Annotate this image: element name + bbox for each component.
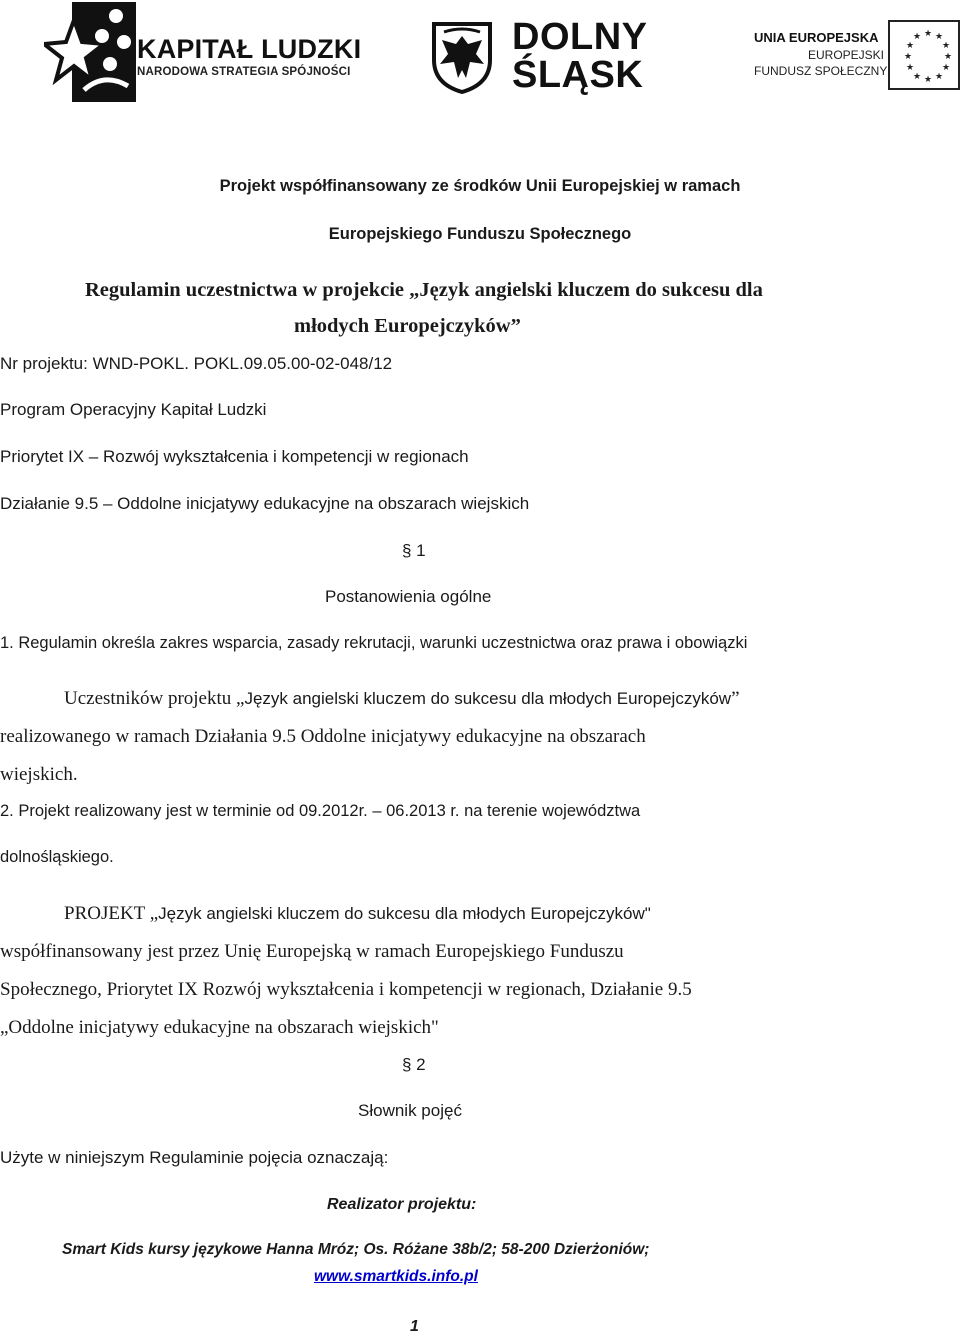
paragraph2-line1: 2. Projekt realizowany jest w terminie od 09.2012r. – 06.2013 r. na terenie województwa — [0, 802, 641, 820]
paragraph1-line1: 1. Regulamin określa zakres wsparcia, zasady rekrutacji, warunki uczestnictwa oraz prawa i obowiązki — [0, 634, 748, 652]
eu-logo — [752, 20, 960, 90]
footer-label: Realizator projektu: — [327, 1196, 477, 1213]
eu-line1: UNIA EUROPEJSKA — [754, 30, 879, 45]
footer-website-link[interactable]: www.smartkids.info.pl — [314, 1268, 478, 1285]
svg-text:★: ★ — [943, 52, 953, 62]
svg-text:★: ★ — [923, 29, 933, 39]
eu-flag-icon — [888, 20, 960, 90]
section2-title: Słownik pojęć — [358, 1101, 462, 1120]
page-number: 1 — [410, 1318, 419, 1335]
title-line2: młodych Europejczyków” — [294, 315, 521, 337]
eu-line2: EUROPEJSKI — [808, 48, 885, 62]
section2-number: § 2 — [402, 1055, 426, 1074]
paragraph3-line2: współfinansowany jest przez Unię Europejską w ramach Europejskiego Funduszu — [0, 941, 624, 962]
paragraph1-line2-end: ” — [731, 688, 740, 709]
dolny-slask-line1: DOLNY — [512, 16, 648, 58]
kapital-ludzki-title: KAPITAŁ LUDZKI — [137, 34, 362, 64]
svg-text:★: ★ — [912, 32, 922, 42]
section1-title: Postanowienia ogólne — [325, 587, 492, 606]
paragraph1-line3: realizowanego w ramach Działania 9.5 Oddolne inicjatywy edukacyjne na obszarach — [0, 726, 646, 747]
paragraph1-line2-serif: Uczestników projektu „ — [64, 688, 245, 709]
svg-text:★: ★ — [912, 72, 922, 82]
paragraph2-line2: dolnośląskiego. — [0, 848, 114, 866]
kapital-ludzki-emblem-icon — [44, 2, 136, 102]
kapital-ludzki-logo — [44, 0, 374, 104]
svg-text:★: ★ — [905, 41, 915, 51]
svg-text:★: ★ — [905, 63, 915, 73]
paragraph3-line4: „Oddolne inicjatywy edukacyjne na obszarach wiejskich" — [0, 1017, 439, 1038]
terms-intro: Użyte w niniejszym Regulaminie pojęcia oznaczają: — [0, 1148, 389, 1167]
svg-text:★: ★ — [903, 52, 913, 62]
paragraph3-line1-title: Język angielski kluczem do sukcesu dla młodych Europejczyków" — [158, 904, 651, 923]
svg-text:★: ★ — [941, 41, 951, 51]
footer-company: Smart Kids kursy językowe Hanna Mróz; Os. Różane 38b/2; 58-200 Dzierżoniów; — [62, 1241, 650, 1258]
eagle-shield-icon — [430, 20, 494, 94]
paragraph3-line1-serif: PROJEKT „ — [64, 903, 159, 924]
dolny-slask-logo — [430, 18, 660, 98]
kapital-ludzki-subtitle: NARODOWA STRATEGIA SPÓJNOŚCI — [137, 66, 351, 78]
program-name: Program Operacyjny Kapitał Ludzki — [0, 400, 267, 419]
priority: Priorytet IX – Rozwój wykształcenia i kompetencji w regionach — [0, 447, 469, 466]
eu-line3: FUNDUSZ SPOŁECZNY — [754, 64, 888, 78]
paragraph1-line4: wiejskich. — [0, 764, 78, 785]
paragraph1-line2-title: Język angielski kluczem do sukcesu dla młodych Europejczyków — [244, 689, 732, 708]
paragraph3-line3: Społecznego, Priorytet IX Rozwój wykształcenia i kompetencji w regionach, Działanie 9.5 — [0, 979, 692, 1000]
title-line1: Regulamin uczestnictwa w projekcie „Język angielski kluczem do sukcesu dla — [85, 279, 763, 301]
heading-line2: Europejskiego Funduszu Społecznego — [328, 225, 632, 243]
paragraph3-line1 — [64, 903, 651, 925]
section1-number: § 1 — [402, 541, 426, 560]
svg-text:★: ★ — [934, 72, 944, 82]
heading-line1: Projekt współfinansowany ze środków Unii Europejskiej w ramach — [219, 177, 741, 195]
svg-text:★: ★ — [934, 32, 944, 42]
dolny-slask-line2: ŚLĄSK — [512, 54, 644, 96]
paragraph1-line2 — [64, 688, 740, 710]
svg-text:★: ★ — [941, 63, 951, 73]
svg-text:★: ★ — [923, 75, 933, 85]
action: Działanie 9.5 – Oddolne inicjatywy edukacyjne na obszarach wiejskich — [0, 494, 530, 513]
project-number: Nr projektu: WND-POKL. POKL.09.05.00-02-048/12 — [0, 354, 393, 373]
